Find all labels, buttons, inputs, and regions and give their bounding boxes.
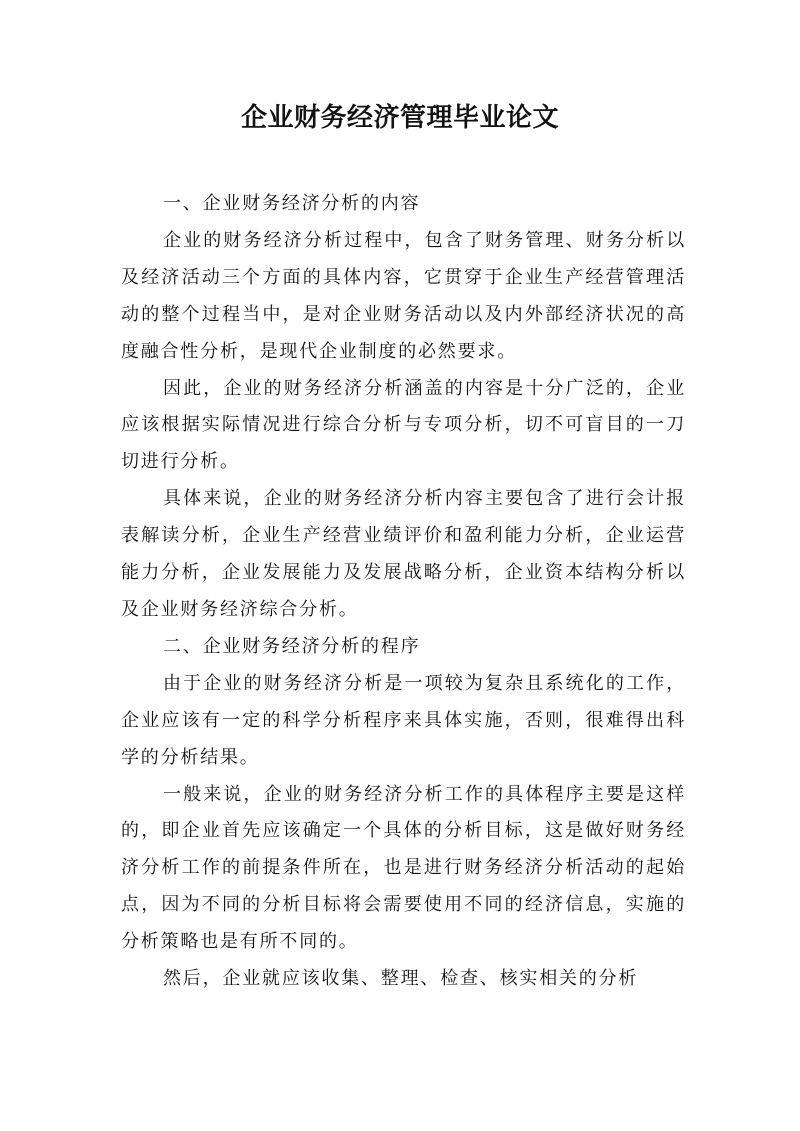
section-heading-content: 一、企业财务经济分析的内容 (163, 193, 421, 214)
paragraph: 一般来说，企业的财务经济分析工作的具体程序主要是这样的，即企业首先应该确定一个具体的分析目标，这是做好财务经济分析工作的前提条件所在，也是进行财务经济分析活动的起始点，因为不同的分析目标将会需要使用不同的经济信息，实施的分析策略也是有所不同的。 (121, 783, 686, 953)
document-body (121, 186, 686, 998)
paragraph: 然后，企业就应该收集、整理、检查、核实相关的分析 (163, 968, 639, 990)
paragraph: 具体来说，企业的财务经济分析内容主要包含了进行会计报表解读分析，企业生产经营业绩评价和盈利能力分析，企业运营能力分析，企业发展能力及发展战略分析，企业资本结构分析以及企业财务经济综合分析。 (121, 488, 686, 620)
document-title: 企业财务经济管理毕业论文 (240, 103, 559, 133)
section-heading-procedure: 二、企业财务经济分析的程序 (163, 635, 421, 657)
paragraph: 因此，企业的财务经济分析涵盖的内容是十分广泛的，企业应该根据实际情况进行综合分析与专项分析，切不可盲目的一刀切进行分析。 (121, 377, 686, 473)
paragraph: 企业的财务经济分析过程中，包含了财务管理、财务分析以及经济活动三个方面的具体内容，它贯穿于企业生产经营管理活动的整个过程当中，是对企业财务活动以及内外部经济状况的高度融合性分析，是现代企业制度的必然要求。 (121, 229, 686, 362)
paragraph: 由于企业的财务经济分析是一项较为复杂且系统化的工作，企业应该有一定的科学分析程序来具体实施，否则，很难得出科学的分析结果。 (121, 672, 686, 768)
